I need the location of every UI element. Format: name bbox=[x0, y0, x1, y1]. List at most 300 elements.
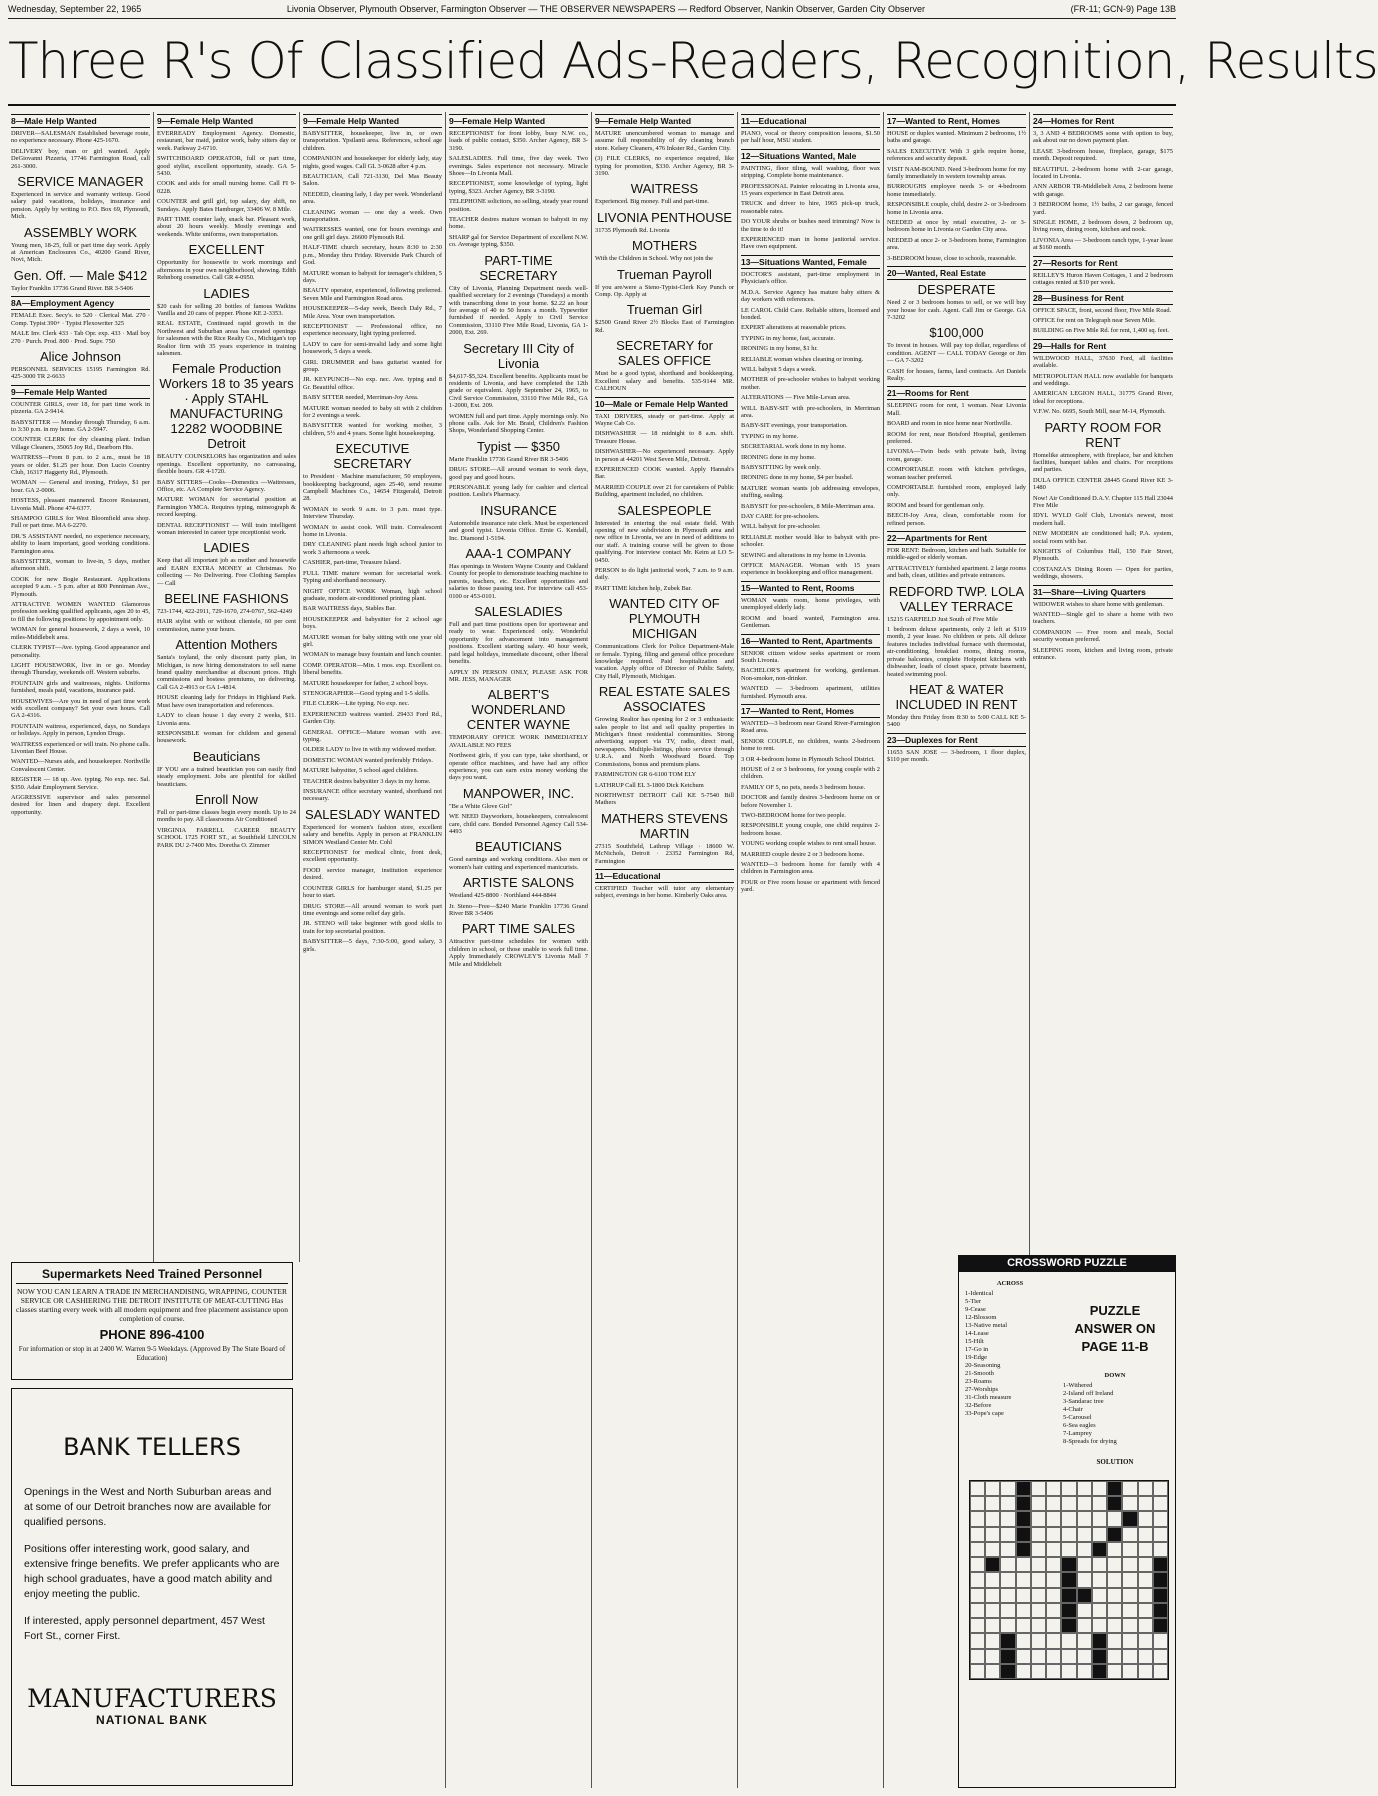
classified-ad: Communications Clerk for Police Department-Male or female. Typing, filing and general office procedure knowledge required. Paid hospitalization and vacation. Apply office of Director of Public Safety, City Hall, Plymouth, Michigan. bbox=[595, 643, 734, 680]
crossword-cell bbox=[1061, 1511, 1076, 1526]
classified-ad: HOUSE or duplex wanted. Minimum 2 bedrooms, 1½ baths and garage. bbox=[887, 130, 1026, 145]
classified-ad: PERSONNEL SERVICES 15195 Farmington Rd. 425-3000 TR 2-6633 bbox=[11, 365, 150, 381]
classified-ad: WOMAN to manage busy fountain and lunch counter. bbox=[303, 651, 442, 659]
classified-ad: IRONING in my home, $1 hr. bbox=[741, 345, 818, 353]
classified-ad: IRONING done in my home. bbox=[741, 453, 816, 461]
crossword-cell bbox=[1138, 1542, 1153, 1557]
classified-ad: Full and part time positions open for sportswear and ready to wear. Experienced only. Wonderful opportunity for advancement into management positions. Excellent starting salary. 40 hour week, paid legal holidays, immediate discount, other liberal benefits. bbox=[449, 621, 588, 666]
classified-ad: MATURE woman to babysit for teenager's children, 5 days. bbox=[303, 269, 442, 284]
solution-label: SOLUTION bbox=[1096, 1458, 1134, 1466]
classified-section bbox=[887, 325, 1026, 382]
classified-ad: DISHWASHER—No experienced necessary. Apply in person at 44201 West Seven Mile, Detroit. bbox=[595, 448, 734, 463]
crossword-cell bbox=[1000, 1542, 1015, 1557]
crossword-black-cell bbox=[1092, 1664, 1107, 1679]
classified-ad: Marie Franklin 17736 Grand River BR 3-5406 bbox=[449, 455, 569, 463]
crossword-cell bbox=[1107, 1572, 1122, 1587]
section-heading: 17—Wanted to Rent, Homes bbox=[741, 704, 880, 718]
classified-ad: Need 2 or 3 bedroom homes to sell, or we will buy your house for cash. Agent. Call Jim or George. GA 7-3202 bbox=[887, 299, 1026, 321]
classified-section bbox=[449, 439, 588, 499]
crossword-cell bbox=[1122, 1572, 1137, 1587]
crossword-black-cell bbox=[1153, 1572, 1168, 1587]
crossword-cell bbox=[970, 1481, 985, 1496]
classified-ad: $2500 Grand River 2½ Blocks East of Farmington Rd. bbox=[595, 319, 734, 334]
across-clue: 21-Smooth bbox=[965, 1370, 994, 1377]
crossword-cell bbox=[1138, 1588, 1153, 1603]
crossword-cell bbox=[1107, 1649, 1122, 1664]
classified-ad: KNIGHTS of Columbus Hall, 150 Fair Street, Plymouth. bbox=[1033, 548, 1173, 563]
classified-ad: AGGRESSIVE supervisor and sales personnel desired for linen and drapery dept. Excellent opportunity. bbox=[11, 794, 150, 816]
crossword-cell bbox=[1000, 1588, 1015, 1603]
classified-section bbox=[595, 181, 734, 205]
display-ad-headline: ASSEMBLY WORK bbox=[24, 224, 137, 240]
crossword-cell bbox=[1031, 1527, 1046, 1542]
crossword-cell bbox=[1153, 1511, 1168, 1526]
crossword-cell bbox=[1122, 1633, 1137, 1648]
crossword-cell bbox=[1122, 1603, 1137, 1618]
classified-section bbox=[595, 210, 734, 234]
crossword-cell bbox=[970, 1496, 985, 1511]
crossword-cell bbox=[1016, 1588, 1031, 1603]
crossword-cell bbox=[1138, 1572, 1153, 1587]
down-clue: 2-Island off Ireland bbox=[1063, 1390, 1114, 1397]
crossword-cell bbox=[970, 1588, 985, 1603]
classified-section bbox=[1033, 339, 1173, 416]
crossword-cell bbox=[1107, 1511, 1122, 1526]
crossword-down-list bbox=[1063, 1372, 1167, 1446]
classified-ad: REILLEY'S Huron Haven Cottages, 1 and 2 bedroom cottages rented at $10 per week. bbox=[1033, 271, 1173, 287]
crossword-cell bbox=[1138, 1618, 1153, 1633]
classified-section bbox=[887, 682, 1026, 729]
classified-ad: RESPONSIBLE couple, child, desire 2- or 3-bedroom home in Livonia area. bbox=[887, 201, 1026, 216]
classified-ad: IDYL WYLD Golf Club, Livonia's newest, most modern hall. bbox=[1033, 512, 1173, 527]
crossword-cell bbox=[1138, 1603, 1153, 1618]
crossword-cell bbox=[1107, 1542, 1122, 1557]
classified-ad: WOMAN to assist cook. Will train. Convalescent home in Livonia. bbox=[303, 523, 442, 539]
classified-ad: SECRETARIAL work done in my home. bbox=[741, 443, 847, 451]
classified-section bbox=[449, 687, 588, 781]
classified-ad: WAITRESSES wanted, one for hours evenings and one grill girl days. 26600 Plymouth Rd. bbox=[303, 226, 442, 241]
down-clue: 8-Spreads for drying bbox=[1063, 1438, 1117, 1445]
display-ad-headline: SECRETARY for SALES OFFICE bbox=[616, 338, 713, 369]
display-ad-headline: Typist — $350 bbox=[476, 438, 561, 454]
classified-ad: WANTED—Nurses aids, and housekeeper. Northville Convalescent Center. bbox=[11, 758, 150, 773]
crossword-cell bbox=[1031, 1511, 1046, 1526]
section-heading: 24—Homes for Rent bbox=[1033, 114, 1173, 128]
crossword-black-cell bbox=[1016, 1511, 1031, 1526]
classified-ad: WOMEN full and part time. Apply mornings only. No phone calls. Ask for Mr. Braid, Children's Fashion Shops, Wonderland Shopping Center. bbox=[449, 412, 588, 435]
classified-ad: Attractive part-time schedules for women with children in school, or those unable to work full time. Apply Immediately CROWLEY'S Livonia Mall 7 Mile and Middlebelt bbox=[449, 938, 588, 968]
crossword-cell bbox=[1046, 1511, 1061, 1526]
crossword-cell bbox=[985, 1649, 1000, 1664]
crossword-cell bbox=[1092, 1511, 1107, 1526]
classified-ad: HOUSE of 2 or 3 bedrooms, for young couple with 2 children. bbox=[741, 765, 880, 781]
crossword-cell bbox=[1077, 1572, 1092, 1587]
bank-logo-sub: NATIONAL BANK bbox=[96, 1713, 208, 1727]
classified-section bbox=[887, 114, 1026, 262]
classified-ad: DO YOUR shrubs or bushes need trimming? Now is the time to do it! bbox=[741, 218, 880, 233]
classified-ad: BEECH-Joy Area, clean, comfortable room for refined person. bbox=[887, 512, 1026, 527]
classified-ad: DRUG STORE—All around woman to work days, good pay and good hours. bbox=[449, 466, 588, 481]
crossword-cell bbox=[1138, 1496, 1153, 1511]
crossword-cell bbox=[1046, 1618, 1061, 1633]
classified-ad: TYPING in my home. bbox=[741, 432, 799, 440]
classified-ad: PROFESSIONAL Painter relocating in Livonia area, 15 years experience in East Detroit area. bbox=[741, 182, 880, 198]
classified-ad: DRUG STORE—All around woman to work part time evenings and some relief day girls. bbox=[303, 902, 442, 917]
classified-ad: EVERREADY Employment Agency. Domestic, restaurant, bar maid, janitor work, baby sitters day or week. Parkway 2-6710. bbox=[157, 130, 296, 152]
display-ad-headline: Gen. Off. — Male $412 bbox=[13, 267, 148, 283]
classified-ad: WILDWOOD HALL, 37630 Ford, all facilities available. bbox=[1033, 354, 1173, 370]
display-ad-headline: HEAT & WATER INCLUDED IN RENT bbox=[895, 681, 1018, 712]
classified-ad: MALE Inv. Clerk 433 · Tab Opr. exp. 433 · Mail boy 270 · Purch. Prod. 800 · Prod. Supv. 750 bbox=[11, 330, 150, 345]
classified-ad: BEAUTY operator, experienced, following preferred. Seven Mile and Farmington Road area. bbox=[303, 287, 442, 302]
display-ad-headline: SERVICE MANAGER bbox=[17, 174, 144, 190]
classified-ad: RECEPTIONIST — Professional office, no experience necessary, light typing preferred. bbox=[303, 322, 442, 338]
crossword-cell bbox=[1153, 1527, 1168, 1542]
page-masthead bbox=[8, 4, 1176, 19]
crossword-cell bbox=[1016, 1557, 1031, 1572]
section-heading: 8A—Employment Agency bbox=[11, 296, 150, 310]
crossword-black-cell bbox=[1077, 1588, 1092, 1603]
classified-ad: 723-1744, 422-2911, 729-1670, 274-0767, 562-4249 bbox=[157, 608, 293, 616]
crossword-black-cell bbox=[1061, 1588, 1076, 1603]
crossword-cell bbox=[1000, 1557, 1015, 1572]
crossword-cell bbox=[1031, 1572, 1046, 1587]
classified-ad: PART TIME counter lady, snack bar. Pleasant work, about 20 hours weekly. Mostly evenings and weekends. White uniforms, own transportation. bbox=[157, 216, 296, 238]
section-heading: 11—Educational bbox=[595, 869, 734, 883]
classified-ad: Opportunity for housewife to work mornings and afternoons in your own neighborhood, showing. Edith Rehnborg cosmetics. Call GR 4-0950. bbox=[157, 259, 296, 282]
classified-ad: CLEANING woman — one day a week. Own transportation. bbox=[303, 208, 442, 224]
crossword-cell bbox=[1077, 1496, 1092, 1511]
classified-ad: PART TIME kitchen help, Zubek Bar. bbox=[595, 584, 692, 592]
classified-ad: RELIABLE mother would like to babysit with pre-schooler. bbox=[741, 533, 880, 549]
classified-ad: 27315 Southfield, Lathrup Village · 18600 W. McNichols, Detroit · 23352 Farmington Rd, Farmington bbox=[595, 842, 734, 865]
classified-ad: BABY SITTERS—Cooks—Domestics —Waitresses, Office, etc. AA Complete Service Agency. bbox=[157, 478, 296, 493]
crossword-cell bbox=[1153, 1664, 1168, 1679]
issue-date: Wednesday, September 22, 1965 bbox=[8, 4, 142, 14]
across-clue: 12-Blossom bbox=[965, 1314, 997, 1321]
classified-ad: BABY SITTER needed, Merriman-Joy Area. bbox=[303, 394, 419, 402]
across-clue: 17-Go in bbox=[965, 1346, 989, 1353]
crossword-cell bbox=[970, 1572, 985, 1587]
classified-ad: FOUNTAIN girls and waitresses, nights. Uniforms furnished, meals paid, vacations, insurance paid. bbox=[11, 679, 150, 695]
classified-ad: SHARP gal for Service Department of excellent N.W. co. Average typing, $350. bbox=[449, 233, 588, 249]
classified-ad: BAR WAITRESS days, Stables Bar. bbox=[303, 605, 396, 613]
crossword-cell bbox=[1031, 1588, 1046, 1603]
crossword-cell bbox=[1122, 1542, 1137, 1557]
classified-ad: RESPONSIBLE woman for children and general housework. bbox=[157, 729, 296, 745]
display-ad-headline: PART TIME SALES bbox=[461, 921, 576, 937]
classified-section bbox=[449, 839, 588, 871]
crossword-cell bbox=[1122, 1527, 1137, 1542]
classified-ad: Experienced. Big money. Full and part-time. bbox=[595, 198, 709, 206]
crossword-cell bbox=[1107, 1557, 1122, 1572]
classified-section bbox=[887, 266, 1026, 321]
classified-ad: BABYSITTER, housekeeper, live in, or own transportation. Ypsilanti area. References, school age children. bbox=[303, 130, 442, 152]
classified-ad: TEACHER desires babysitter 3 days in my home. bbox=[303, 777, 431, 785]
classified-section bbox=[595, 811, 734, 865]
classified-ad: FEMALE Exec. Secy's. to 520 · Clerical Mat. 270 · Comp. Typist 390+ · Typist Flexowriter 325 bbox=[11, 312, 150, 327]
crossword-black-cell bbox=[1107, 1527, 1122, 1542]
classified-section bbox=[303, 807, 442, 953]
classified-ad: WANTED—3 bedroom home for family with 4 children in Farmington area. bbox=[741, 861, 880, 876]
crossword-black-cell bbox=[1092, 1542, 1107, 1557]
crossword-black-cell bbox=[1000, 1649, 1015, 1664]
classified-ad: ROOM and board for gentleman only. bbox=[887, 501, 985, 509]
section-heading: 31—Share—Living Quarters bbox=[1033, 585, 1173, 599]
classified-ad: WANTED—3 bedroom near Grand River-Farmington Road area. bbox=[741, 719, 880, 735]
classified-section bbox=[741, 114, 880, 145]
classified-section bbox=[157, 591, 296, 633]
crossword-cell bbox=[985, 1527, 1000, 1542]
classified-ad: BABYSITTER, woman to live-in, 5 days, mother afternoon shift. bbox=[11, 558, 150, 573]
display-ad-headline: REDFORD TWP. LOLA VALLEY TERRACE bbox=[888, 583, 1025, 614]
classified-ad: DRY CLEANING plant needs high school junior to work 3 afternoons a week. bbox=[303, 541, 442, 556]
classified-ad: NIGHT OFFICE WORK Woman, high school graduate, modern air-conditioned printing plant. bbox=[303, 587, 442, 602]
classified-section bbox=[449, 503, 588, 542]
crossword-cell bbox=[1016, 1572, 1031, 1587]
classified-section bbox=[887, 733, 1026, 764]
classified-ad: "Be a White Glove Girl" bbox=[449, 802, 512, 810]
classified-section bbox=[741, 634, 880, 700]
across-clue: 23-Roams bbox=[965, 1378, 992, 1385]
section-heading: 9—Female Help Wanted bbox=[157, 114, 296, 128]
classified-section bbox=[157, 749, 296, 788]
classified-ad: BABYSITTING by week only. bbox=[741, 464, 821, 471]
classified-ad: DULA OFFICE CENTER 28445 Grand River KE 3-1480 bbox=[1033, 476, 1173, 492]
classified-ad: WOMAN for general housework, 2 days a week, 10 miles-Middlebelt area. bbox=[11, 626, 150, 641]
crossword-cell bbox=[1077, 1664, 1092, 1679]
classified-ad: HOSTESS, pleasant mannered. Encore Restaurant, Livonia Mall. Phone 474-6377. bbox=[11, 497, 150, 512]
crossword-cell bbox=[1092, 1603, 1107, 1618]
classified-ad: MATURE woman wants job addressing envelopes, stuffing, sealing. bbox=[741, 484, 880, 500]
crossword-black-cell bbox=[1107, 1481, 1122, 1496]
crossword-answer-note: PUZZLE ANSWER ON PAGE 11-B bbox=[1074, 1303, 1156, 1354]
down-clue: 7-Lamprey bbox=[1063, 1430, 1092, 1437]
crossword-cell bbox=[985, 1572, 1000, 1587]
display-ad-headline: Alice Johnson bbox=[40, 348, 121, 364]
classified-ad: COMPANION and housekeeper for elderly lady, stay nights, good wages. Call GL 3-0628 after 4 p.m. bbox=[303, 155, 442, 170]
display-ad-headline: AAA-1 COMPANY bbox=[465, 546, 572, 562]
classified-section bbox=[157, 637, 296, 744]
down-clue: 4-Chair bbox=[1063, 1406, 1083, 1413]
classified-ad: YOUNG working couple wishes to rent small house. bbox=[741, 840, 877, 848]
across-clue: 20-Seasoning bbox=[965, 1362, 1001, 1369]
classified-ad: Homelike atmosphere, with fireplace, bar and kitchen facilities, banquet tables and chairs. For receptions and parties. bbox=[1033, 451, 1173, 474]
classified-section bbox=[1033, 256, 1173, 287]
classified-ad: Santa's toyland, the only discount party plan, in Michigan, is now hiring demonstrators to sell name brand quality merchandise at discount prices. High commissions and hostess premiums, no delivering. Call GA 2-4913 or GA 1-4814. bbox=[157, 654, 296, 691]
across-clue: 9-Cease bbox=[965, 1306, 986, 1313]
classified-ad: Northwest girls, if you can type, take shorthand, or operate office machines, and have had any office experience, you can earn extra money working the days you want. bbox=[449, 752, 588, 782]
classified-ad: TYPING in my home, fast, accurate. bbox=[741, 334, 836, 342]
classified-section bbox=[449, 921, 588, 968]
crossword-cell bbox=[970, 1664, 985, 1679]
crossword-black-cell bbox=[1153, 1618, 1168, 1633]
classified-section bbox=[303, 441, 442, 803]
classified-ad: LIVONIA—Twin beds with private bath, living room, garage. bbox=[887, 448, 1026, 463]
classified-ad: NEEDED, cleaning lady, 1 day per week. Wonderland area. bbox=[303, 190, 442, 206]
classified-ad: 3 BEDROOM home, 1½ baths, 2 car garage, fenced yard. bbox=[1033, 201, 1173, 216]
crossword-cell bbox=[1153, 1496, 1168, 1511]
classified-ad: Has openings in Western Wayne County and Oakland County for people to demonstrate teaching machine to parents, teachers, etc. Excellent opportunities and salaries to those passing test. For interview call 453-0100 or 453-0101. bbox=[449, 563, 588, 600]
classified-section bbox=[157, 114, 296, 238]
section-heading: 9—Female Help Wanted bbox=[449, 114, 588, 128]
classified-ad: WOMAN — General and ironing, Fridays, $1 per hour. GA 2-0006. bbox=[11, 479, 150, 494]
across-heading: ACROSS bbox=[996, 1280, 1024, 1287]
classified-ad: WE NEED Dayworkers, housekeepers, convalescent care, child care. Bonded Personnel Agency Call 534-4493 bbox=[449, 813, 588, 835]
classified-ad: SINGLE HOME, 2 bedroom down, 2 bedroom up, living room, dining room, kitchen and nook. bbox=[1033, 219, 1173, 234]
crossword-cell bbox=[1031, 1633, 1046, 1648]
page-number: (FR-11; GCN-9) Page 13B bbox=[1070, 4, 1176, 14]
classified-ad: TELEPHONE solicitors, no selling, steady year round position. bbox=[449, 198, 588, 213]
classified-column bbox=[300, 112, 446, 1788]
crossword-cell bbox=[1077, 1649, 1092, 1664]
crossword-cell bbox=[970, 1527, 985, 1542]
down-heading: DOWN bbox=[1104, 1372, 1126, 1379]
classified-ad: GIRL DRUMMER and bass guitarist wanted for group. bbox=[303, 358, 442, 373]
classified-ad: MATURE woman for baby sitting with one year old girl. bbox=[303, 633, 442, 648]
down-clue: 5-Carousel bbox=[1063, 1414, 1092, 1421]
classified-ad: ANN ARBOR TR-Middlebelt Area, 2 bedroom home with garage. bbox=[1033, 183, 1173, 198]
crossword-cell bbox=[1000, 1481, 1015, 1496]
classified-section bbox=[449, 341, 588, 435]
crossword-cell bbox=[1122, 1496, 1137, 1511]
classified-ad: DOCTOR'S assistant, part-time employment in Physician's office. bbox=[741, 270, 880, 286]
crossword-cell bbox=[1031, 1649, 1046, 1664]
classified-ad: TEMPORARY OFFICE WORK IMMEDIATELY AVAILABLE NO FEES bbox=[449, 734, 588, 749]
crossword-cell bbox=[985, 1496, 1000, 1511]
crossword-title: CROSSWORD PUZZLE bbox=[958, 1255, 1176, 1271]
classified-ad: Experienced in service and warranty writeup. Good salary paid vacations, holidays, insurance and pension. Apply by writing to P.O. Box 69, Plymouth, Mich. bbox=[11, 191, 150, 221]
display-ad-headline: REAL ESTATE SALES ASSOCIATES bbox=[598, 684, 731, 715]
crossword-cell bbox=[1107, 1618, 1122, 1633]
section-heading: 20—Wanted, Real Estate bbox=[887, 266, 1026, 280]
classified-ad: CASHIER, part-time, Treasure Island. bbox=[303, 559, 401, 567]
classified-ad: NORTHWEST DETROIT Call KE 5-7540 Bill Mathers bbox=[595, 791, 734, 807]
classified-ad: IF YOU are a trained beautician you can easily find steady employment. Jobs are plentiful for skilled beauticians. bbox=[157, 765, 296, 788]
classified-ad: 31735 Plymouth Rd. Livonia bbox=[595, 226, 670, 234]
classified-ad: EXPERIENCED man in home janitorial service. Have own equipment. bbox=[741, 236, 880, 251]
classified-ad: BABYSITTER—5 days, 7:30-5:00, good salary, 3 girls. bbox=[303, 938, 442, 953]
crossword-cell bbox=[1138, 1511, 1153, 1526]
display-ad-headline: SALESLADY WANTED bbox=[304, 806, 441, 822]
crossword-cell bbox=[1077, 1481, 1092, 1496]
section-heading: 8—Male Help Wanted bbox=[11, 114, 150, 128]
classified-ad: EXPERIENCED COOK wanted. Apply Hannah's Bar. bbox=[595, 465, 734, 481]
classified-section bbox=[595, 114, 734, 177]
crossword-cell bbox=[1031, 1664, 1046, 1679]
supermarkets-ad-phone: PHONE 896-4100 bbox=[99, 1327, 205, 1342]
crossword-cell bbox=[985, 1542, 1000, 1557]
classified-section bbox=[449, 875, 588, 917]
classified-ad: OFFICE SPACE, front, second floor, Five Mile Road. bbox=[1033, 306, 1172, 314]
crossword-cell bbox=[1077, 1511, 1092, 1526]
classified-ad: BEAUTY COUNSELORS has organization and sales openings. Excellent opportunity, no canvassing, flexible hours. GR 4-1720. bbox=[157, 453, 296, 476]
section-heading: 12—Situations Wanted, Male bbox=[741, 149, 880, 163]
classified-ad: PAINTING, floor tiling, wall washing, floor wax stripping. Complete home maintenance. bbox=[741, 164, 880, 180]
crossword-cell bbox=[1077, 1603, 1092, 1618]
classified-ad: FILE CLERK—Lite typing. No exp. nec. bbox=[303, 700, 410, 708]
display-ad-headline: Trueman Payroll bbox=[617, 266, 712, 282]
crossword-black-cell bbox=[1016, 1527, 1031, 1542]
classified-column bbox=[1030, 112, 1176, 1252]
crossword-cell bbox=[1061, 1496, 1076, 1511]
across-clue: 14-Lease bbox=[965, 1330, 989, 1337]
crossword-cell bbox=[1092, 1481, 1107, 1496]
classified-ad: V.F.W. No. 6695, South Mill, near M-14, Plymouth. bbox=[1033, 408, 1166, 416]
classified-ad: MATURE woman needed to baby sit with 2 children for 2 evenings a week. bbox=[303, 404, 442, 419]
classified-section bbox=[449, 786, 588, 836]
classified-ad: HAIR stylist with or without clientele, 60 per cent commission, name your hours. bbox=[157, 618, 296, 633]
supermarkets-ad-title: Supermarkets Need Trained Personnel bbox=[16, 1267, 288, 1284]
classified-ad: LIVONIA Area — 3-bedroom ranch type, 1-year lease at $160 month. bbox=[1033, 236, 1173, 252]
display-ad-headline: LADIES bbox=[203, 285, 250, 301]
crossword-cell bbox=[1092, 1588, 1107, 1603]
display-ad-headline: BEAUTICIANS bbox=[475, 839, 562, 855]
crossword-cell bbox=[1092, 1572, 1107, 1587]
section-heading: 11—Educational bbox=[741, 114, 880, 128]
display-ad-headline: Female Production Workers 18 to 35 years · Apply STAHL MANUFACTURING 12282 WOODBINE Detroit bbox=[159, 361, 294, 452]
classified-section bbox=[887, 531, 1026, 580]
crossword-cell bbox=[1016, 1649, 1031, 1664]
crossword-cell bbox=[1016, 1633, 1031, 1648]
classified-section bbox=[449, 546, 588, 600]
classified-ad: HOUSE cleaning lady for Fridays in Highland Park. Must have own transportation and references. bbox=[157, 694, 296, 709]
classified-ad: Monday thru Friday from 8:30 to 5:00 CALL KE 5-5400 bbox=[887, 713, 1026, 729]
classified-ad: $4,617-$5,324. Excellent benefits. Applicants must be residents of Livonia, and have completed the 12th grade or equivalent. Apply September 24, 1965, to Civil Service Commission, 33110 Five Mile Rd., GA 1-2000, Ext. 209. bbox=[449, 372, 588, 410]
across-clue: 5-Tier bbox=[965, 1298, 982, 1305]
classified-ad: IRONING done in my home, $4 per bushel. bbox=[741, 474, 854, 482]
crossword-cell bbox=[970, 1633, 985, 1648]
crossword-cell bbox=[1077, 1618, 1092, 1633]
classified-ad: NEEDED at once by retail executive, 2- or 3-bedroom home in Livonia or Garden City area. bbox=[887, 219, 1026, 234]
classified-ad: BABYSITTER wanted for working mother, 3 children, 5½ and 4 years. Some light housekeeping. bbox=[303, 422, 442, 437]
classified-ad: JR. KEYPUNCH—No exp. nec. Ave. typing and 8 Gr. Beautiful office. bbox=[303, 376, 442, 391]
classified-ad: to President · Machine manufacturer, 50 employees, bookkeeping background, ages 25-40, send resume Campbell Machines Co., 14654 Fitzgerald, Detroit 28. bbox=[303, 473, 442, 503]
classified-ad: SENIOR citizen widow seeks apartment or room South Livonia. bbox=[741, 649, 880, 664]
classified-ad: COMFORTABLE furnished room, employed lady only. bbox=[887, 484, 1026, 499]
classified-ad: SWITCHBOARD OPERATOR, full or part time, good stylist, excellent opportunity, steady. GA 5-5430. bbox=[157, 155, 296, 178]
crossword-cell bbox=[1000, 1603, 1015, 1618]
classified-ad: BUILDING on Five Mile Rd. for rent, 1,400 sq. feet. bbox=[1033, 327, 1169, 335]
classified-ad: COUNTER GIRLS, over 18, for part time work in pizzeria. GA 2-9414. bbox=[11, 400, 150, 416]
crossword-cell bbox=[1153, 1633, 1168, 1648]
classified-ad: NEEDED at once 2- or 3-bedroom home, Farmington area. bbox=[887, 236, 1026, 252]
classified-ad: RECEPTIONIST for front lobby, busy N.W. co., loads of public contact, $350. Archer Agency, BR 3-3190. bbox=[449, 130, 588, 152]
classified-ad: OFFICE MANAGER. Woman with 15 years experience in bookkeeping and office management. bbox=[741, 562, 880, 577]
bank-tellers-title: BANK TELLERS bbox=[63, 1433, 241, 1461]
classified-ad: BABY-SIT evenings, your transportation. bbox=[741, 422, 848, 430]
classified-section bbox=[157, 242, 296, 281]
classified-ad: COMP. OPERATOR—Min. 1 mos. exp. Excellent co. liberal benefits. bbox=[303, 661, 442, 677]
classified-ad: 3, 3 AND 4 BEDROOMS some with option to buy, ask about our no down payment plan. bbox=[1033, 130, 1173, 145]
classified-ad: BACHELOR'S apartment for working, gentleman. Non-smoker, non-drinker. bbox=[741, 667, 880, 682]
classified-ad: WIDOWER wishes to share home with gentleman. bbox=[1033, 600, 1164, 608]
classified-ad: Jr. Steno—Free—$240 Marie Franklin 17736 Grand River BR 3-5406 bbox=[449, 902, 588, 917]
crossword-cell bbox=[1138, 1649, 1153, 1664]
classified-ad: COSTANZA'S Dining Room — Open for parties, weddings, showers. bbox=[1033, 565, 1173, 581]
display-ad-headline: PARTY ROOM FOR RENT bbox=[1044, 419, 1162, 450]
crossword-cell bbox=[970, 1603, 985, 1618]
section-heading: 13—Situations Wanted, Female bbox=[741, 255, 880, 269]
classified-ad: VISIT NAM-BOUND. Need 3-bedroom home for my family immediately in western township areas. bbox=[887, 165, 1026, 181]
classified-ad: 3 OR 4-bedroom home in Plymouth School District. bbox=[741, 755, 875, 763]
classified-ad: STENOGRAPHER—Good typing and 1-5 skills. bbox=[303, 689, 430, 697]
display-ad-headline: DESPERATE bbox=[917, 282, 996, 298]
classified-ad: COOK for new Bogie Restaurant. Applications accepted 9 a.m. - 5 p.m. after at 800 Penniman Ave., Plymouth. bbox=[11, 575, 150, 598]
section-heading: 9—Female Help Wanted bbox=[11, 385, 150, 399]
classified-section bbox=[741, 581, 880, 630]
classified-ad: HOUSEWIVES—Are you in need of part time work with excellent company? Set your own hours. Call GA 2-4316. bbox=[11, 697, 150, 720]
